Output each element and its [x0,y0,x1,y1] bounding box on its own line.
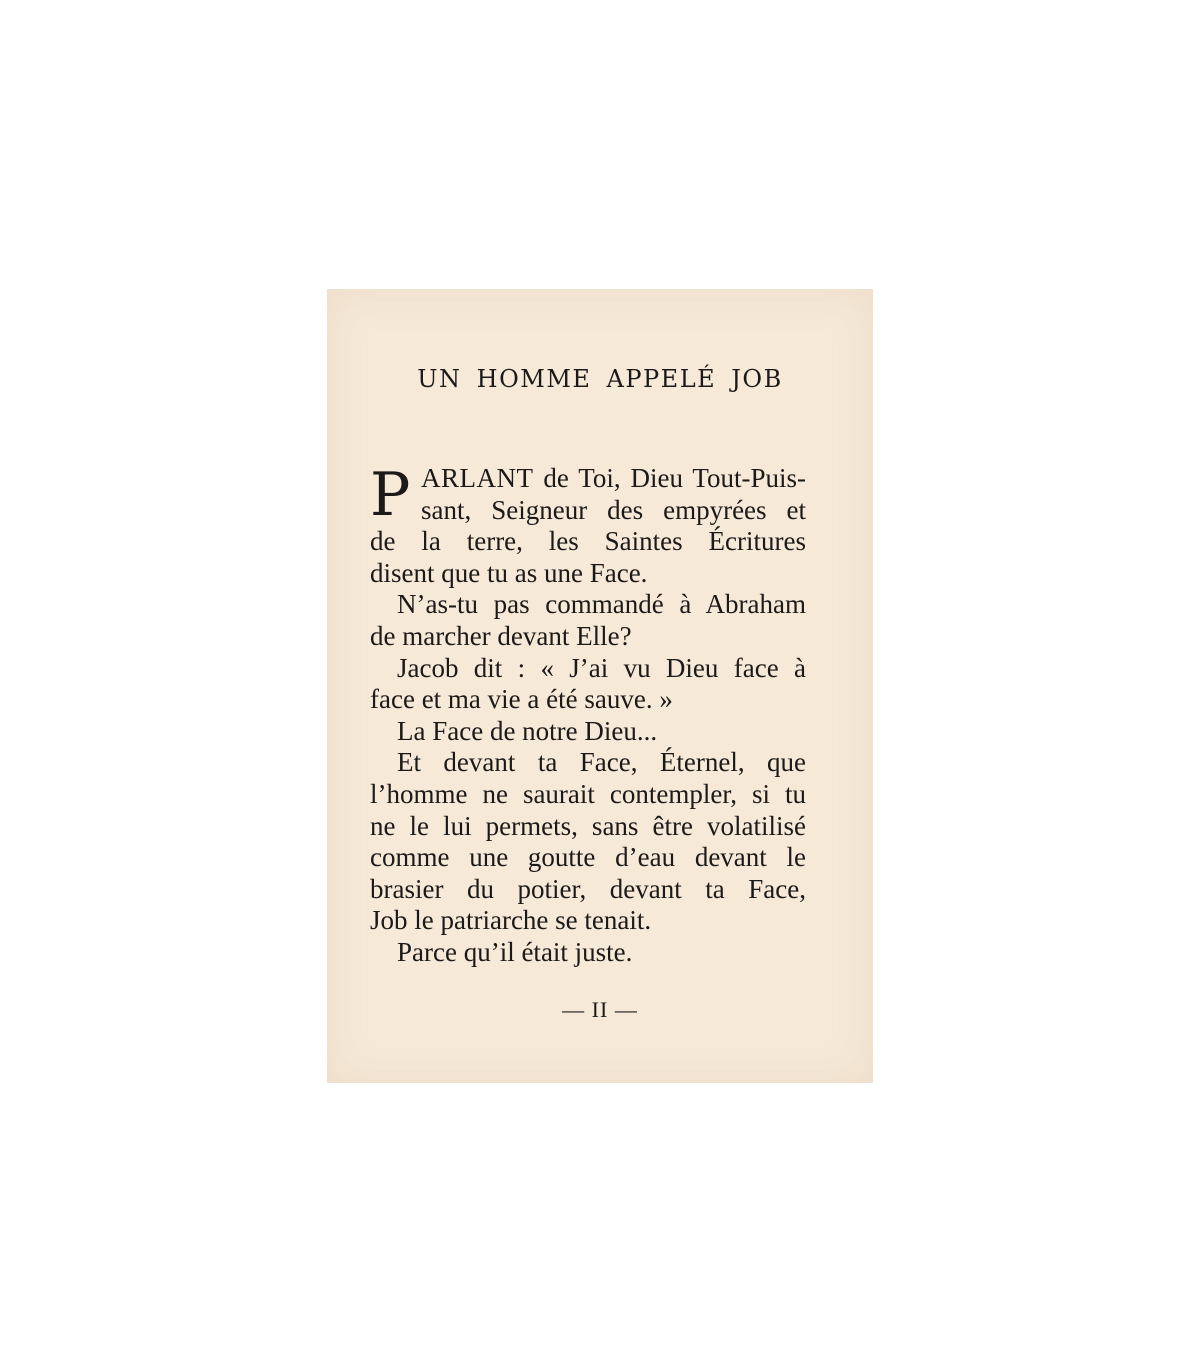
text-line-14: brasier du potier, devant ta Face, [370,873,806,904]
first-word-smallcaps: ARLANT [421,463,534,493]
text-line-8: face et ma vie a été sauve. » [370,684,673,715]
drop-cap: P [370,460,411,530]
text-line-16: Parce qu’il était juste. [397,936,633,967]
text-line-4: disent que tu as une Face. [370,557,648,588]
text-line-1-rest: de Toi, Dieu Tout-Puis- [543,463,807,493]
text-line-3: de la terre, les Saintes Écritures [370,526,806,557]
text-line-5: N’as-tu pas commandé à Abraham [397,589,806,620]
text-line-2: sant, Seigneur des empyrées et [421,494,806,525]
book-page [327,289,873,1083]
text-line-9: La Face de notre Dieu... [397,715,658,746]
text-line-13: comme une goutte d’eau devant le [370,842,806,873]
text-line-1 [370,463,806,495]
text-line-15: Job le patriarche se tenait. [370,905,652,936]
text-line-10: Et devant ta Face, Éternel, que [397,747,806,778]
chapter-title: UN HOMME APPELÉ JOB [417,365,783,393]
page-number: — II — [562,997,638,1022]
text-line-7: Jacob dit : « J’ai vu Dieu face à [397,652,806,683]
body-text [370,460,807,969]
text-line-11: l’homme ne saurait contempler, si tu [370,778,806,809]
text-line-6: de marcher devant Elle? [370,620,632,651]
text-line-12: ne le lui permets, sans être volatilisé [370,810,806,841]
